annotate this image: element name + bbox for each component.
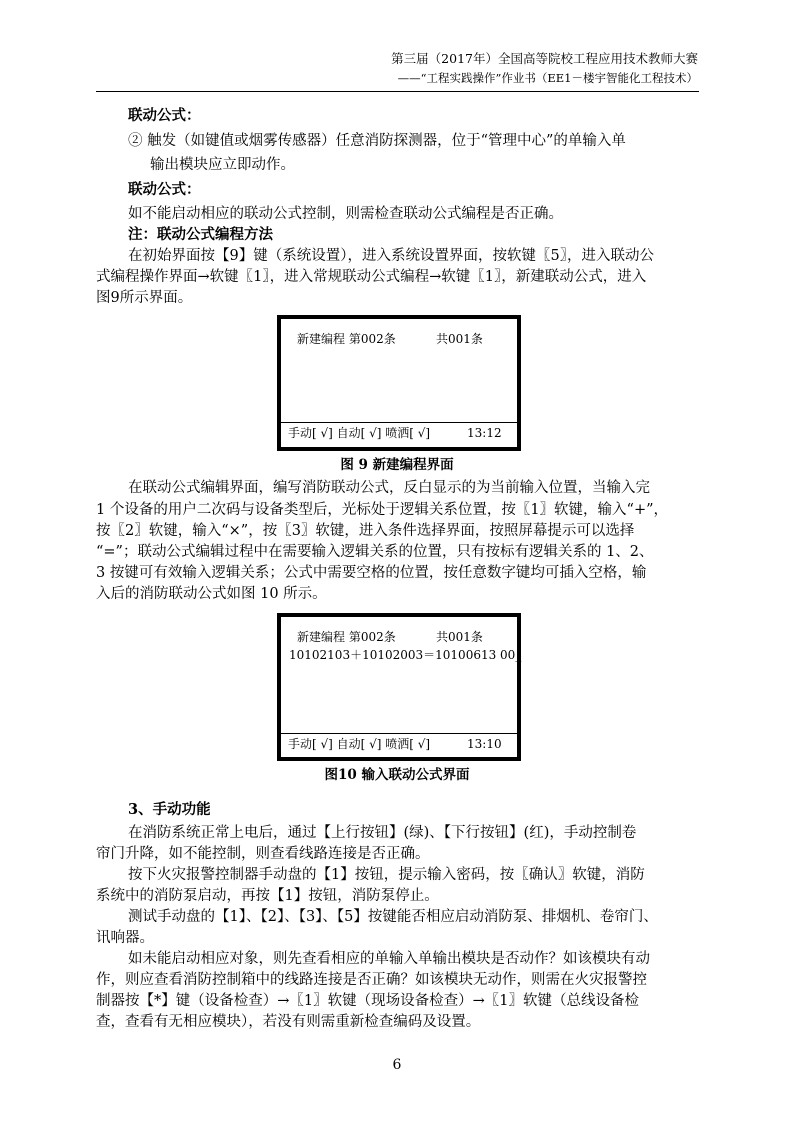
screen-status: 手动[ √] 自动[ √] 喷洒[ √]: [288, 737, 431, 751]
screen-count: 共001条: [436, 332, 483, 346]
page-number: 6: [392, 1057, 402, 1073]
note-heading: 注：联动公式编程方法: [128, 226, 273, 243]
trigger-item-cont: 输出模块应立即动作。: [150, 157, 295, 173]
paragraph: “=”；联动公式编辑过程中在需要输入逻辑关系的位置，只有按标有逻辑关系的 1、2、: [96, 544, 654, 560]
screen-time: 13:12: [467, 426, 502, 440]
formula-heading-1: 联动公式：: [128, 107, 201, 124]
paragraph: 1 个设备的用户二次码与设备类型后，光标处于逻辑关系位置，按〖1〗软键，输入“+”，: [96, 502, 669, 518]
header-title: 第三届（2017年）全国高等院校工程应用技术教师大赛: [391, 51, 698, 66]
paragraph: 入后的消防联动公式如图 10 所示。: [96, 586, 327, 602]
paragraph: 系统中的消防泵启动，再按【1】按钮，消防泵停止。: [96, 888, 439, 904]
screen-divider: [281, 422, 517, 423]
screen-divider: [281, 733, 517, 734]
paragraph: 帘门升降，如不能控制，则查看线路连接是否正确。: [96, 846, 430, 862]
paragraph: 如不能启动相应的联动公式控制，则需检查联动公式编程是否正确。: [128, 206, 563, 222]
paragraph: 按下火灾报警控制器手动盘的【1】按钮，提示输入密码，按〖确认〗软键，消防: [128, 867, 645, 883]
section-heading: 3、手动功能: [128, 801, 211, 818]
figure-caption: 图 9 新建编程界面: [340, 457, 454, 473]
trigger-item: ② 触发（如键值或烟雾传感器）任意消防探测器，位于“管理中心”的单输入单: [128, 133, 626, 149]
paragraph: 作，则应查看消防控制箱中的线路连接是否正确？如该模块无动作，则需在火灾报警控: [96, 972, 647, 988]
lcd-screen-fig9: [277, 315, 521, 451]
paragraph: 制器按【*】键（设备检查）→〖1〗软键（现场设备检查）→〖1〗软键（总线设备检: [96, 993, 639, 1009]
screen-title: 新建编程 第002条: [297, 332, 396, 346]
lcd-screen-fig10: [277, 613, 521, 761]
screen-formula: 10102103＋10102003＝10100613 00_: [289, 648, 522, 662]
screen-count: 共001条: [436, 630, 483, 644]
screen-status: 手动[ √] 自动[ √] 喷洒[ √]: [288, 426, 431, 440]
paragraph: 图9所示界面。: [96, 290, 193, 306]
paragraph: 按〖2〗软键，输入“×”，按〖3〗软键，进入条件选择界面，按照屏幕提示可以选择: [96, 523, 635, 539]
paragraph: 测试手动盘的【1】、【2】、【3】、【5】按键能否相应启动消防泵、排烟机、卷帘门、: [128, 909, 658, 925]
figure-caption: 图10 输入联动公式界面: [324, 767, 470, 783]
paragraph: 查，查看有无相应模块），若没有则需重新检查编码及设置。: [96, 1014, 481, 1030]
screen-title: 新建编程 第002条: [297, 630, 396, 644]
paragraph: 在联动公式编辑界面，编写消防联动公式，反白显示的为当前输入位置，当输入完: [128, 480, 650, 496]
paragraph: 在初始界面按【9】键（系统设置），进入系统设置界面，按软键〖5〗，进入联动公: [128, 248, 654, 264]
screen-time: 13:10: [467, 737, 502, 751]
paragraph: 在消防系统正常上电后，通过【上行按钮】(绿)、【下行按钮】(红)，手动控制卷: [128, 825, 637, 841]
header-subtitle: ——“工程实践操作”作业书（EE1－楼宇智能化工程技术）: [397, 71, 698, 85]
paragraph: 3 按键可有效输入逻辑关系；公式中需要空格的位置，按任意数字键均可插入空格，输: [96, 565, 647, 581]
paragraph: 式编程操作界面→软键〖1〗，进入常规联动公式编程→软键〖1〗，新建联动公式，进入: [96, 269, 647, 285]
paragraph: 如未能启动相应对象，则先查看相应的单输入单输出模块是否动作？如该模块有动: [128, 951, 650, 967]
formula-heading-2: 联动公式：: [128, 181, 201, 198]
paragraph: 讯响器。: [96, 930, 154, 946]
header-rule: [96, 91, 699, 92]
